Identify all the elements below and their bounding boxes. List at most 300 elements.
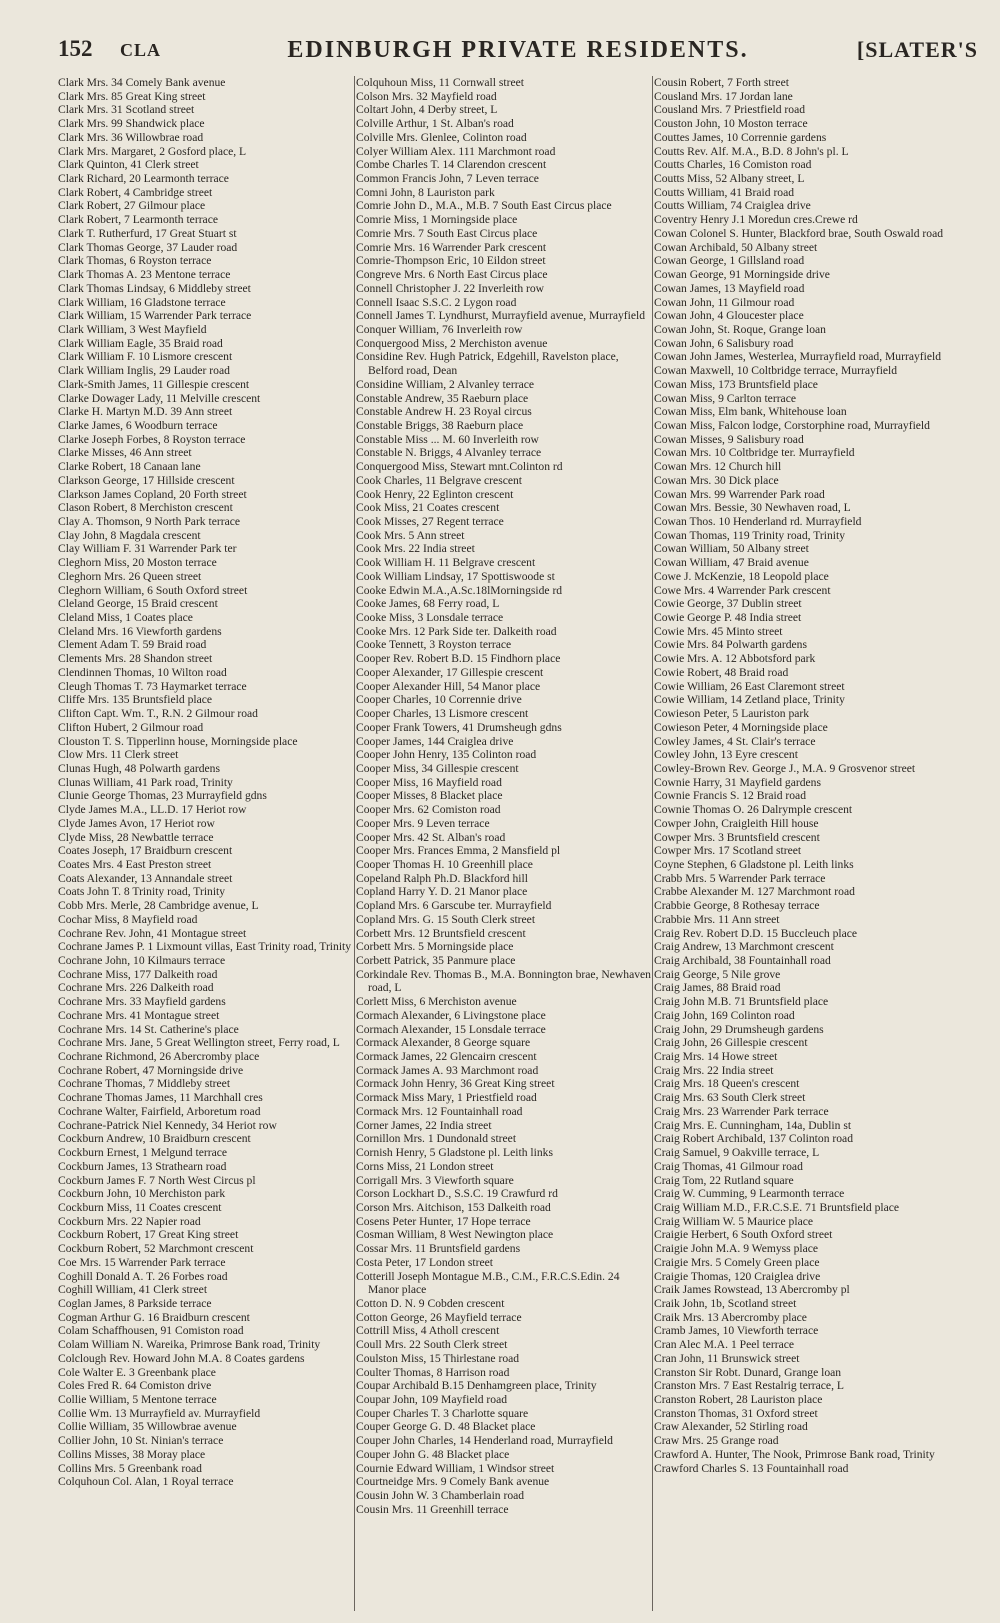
directory-entry: Coutts Rev. Alf. M.A., B.D. 8 John's pl. L (654, 144, 849, 158)
directory-entry: Cowie Mrs. A. 12 Abbotsford park (654, 652, 816, 666)
directory-entry: Cogman Arthur G. 16 Braidburn crescent (58, 1310, 250, 1324)
directory-entry: Crawford Charles S. 13 Fountainhall road (654, 1461, 849, 1475)
directory-entry: Cockburn Miss, 11 Coates crescent (58, 1200, 222, 1214)
directory-entry: Cook William H. 11 Belgrave crescent (356, 556, 536, 570)
directory-entry: Coyne Stephen, 6 Gladstone pl. Leith links (654, 857, 854, 871)
directory-entry: Coutts William, 41 Braid road (654, 185, 795, 199)
directory-entry: Clunie George Thomas, 23 Murrayfield gdns (58, 789, 267, 803)
directory-entry: Cleghorn Mrs. 26 Queen street (58, 569, 202, 583)
directory-entry: Cooke James, 68 Ferry road, L (356, 597, 500, 611)
directory-entry: Cownie Harry, 31 Mayfield gardens (654, 775, 821, 789)
directory-entry: Cochrane John, 10 Kilmaurs terrace (58, 954, 226, 967)
directory-entry: Cochrane Thomas, 7 Middleby street (58, 1077, 231, 1091)
directory-entry: Cosman William, 8 West Newington place (356, 1228, 554, 1242)
directory-entry: Connell Isaac S.S.C. 2 Lygon road (356, 295, 517, 309)
directory-entry: Clement Adam T. 59 Braid road (58, 638, 207, 652)
directory-entry: Clark Mrs. 85 Great King street (58, 89, 206, 103)
directory-entry: Cliffe Mrs. 135 Bruntsfield place (58, 693, 213, 707)
directory-entry: Cowie Mrs. 45 Minto street (654, 624, 783, 638)
directory-entry: Craig Samuel, 9 Oakville terrace, L (654, 1146, 820, 1160)
directory-entry: Cowe J. McKenzie, 18 Leopold place (654, 569, 829, 583)
directory-entry: Cockburn James, 13 Strathearn road (58, 1159, 227, 1173)
directory-entry: Comrie Mrs. 7 South East Circus place (356, 226, 538, 240)
directory-entry: Clark Thomas, 6 Royston terrace (58, 254, 212, 268)
directory-entry: Clark William, 16 Gladstone terrace (58, 295, 226, 309)
directory-entry: Coe Mrs. 15 Warrender Park terrace (58, 1255, 226, 1269)
directory-entry: Clark Thomas Lindsay, 6 Middleby street (58, 281, 251, 295)
directory-entry: Cook Mrs. 22 India street (356, 542, 475, 556)
directory-entry: Coates Mrs. 4 East Preston street (58, 857, 212, 871)
directory-entry: Craig Tom, 22 Rutland square (654, 1173, 794, 1187)
directory-entry: Clarkson George, 17 Hillside crescent (58, 473, 235, 487)
directory-entry: Craig Mrs. 18 Queen's crescent (654, 1077, 800, 1091)
directory-entry: Congreve Mrs. 6 North East Circus place (356, 268, 548, 282)
directory-entry: Clark William Inglis, 29 Lauder road (58, 364, 230, 378)
directory-entry: Clark Richard, 20 Learmonth terrace (58, 172, 229, 186)
directory-entry: Coulter Thomas, 8 Harrison road (356, 1365, 510, 1379)
directory-entry: Craig George, 5 Nile grove (654, 967, 781, 981)
directory-entry: Clark Mrs. 36 Willowbrae road (58, 130, 204, 144)
directory-entry: Craik John, 1b, Scotland street (654, 1296, 797, 1310)
directory-entry: Cranston Robert, 28 Lauriston place (654, 1393, 823, 1406)
publisher-name: [SLATER'S (856, 37, 978, 62)
directory-entry: Craik James Rowstead, 13 Abercromby pl (654, 1283, 850, 1297)
directory-entry: Cormack James A. 93 Marchmont road (356, 1063, 539, 1077)
directory-entry: Cochrane Walter, Fairfield, Arboretum road (58, 1104, 261, 1118)
directory-entry: Clow Mrs. 11 Clerk street (58, 748, 179, 762)
directory-entry: Clunas Hugh, 48 Polwarth gardens (58, 761, 220, 775)
directory-entry: Cowan Mrs. 30 Dick place (654, 473, 779, 487)
directory-entry: Cowper John, Craigleith Hill house (654, 816, 819, 830)
directory-entry: Coates Joseph, 17 Braidburn crescent (58, 844, 233, 858)
directory-entry: Clyde James M.A., LL.D. 17 Heriot row (58, 803, 247, 817)
directory-entry: Cowan George, 1 Gillsland road (654, 254, 805, 268)
directory-entry: Clark Mrs. Margaret, 2 Gosford place, L (58, 144, 247, 158)
directory-entry: Cooper Rev. Robert B.D. 15 Findhorn place (356, 652, 561, 666)
directory-entry: Craig John, 29 Drumsheugh gardens (654, 1022, 824, 1036)
directory-entry: Cowley James, 4 St. Clair's terrace (654, 734, 816, 748)
directory-entry: Clark William Eagle, 35 Braid road (58, 336, 223, 350)
directory-entry: Cooper Frank Towers, 41 Drumsheugh gdns (356, 720, 562, 734)
directory-entry: Clendinnen Thomas, 10 Wilton road (58, 665, 227, 679)
directory-entry: Cossar Mrs. 11 Bruntsfield gardens (356, 1242, 521, 1256)
directory-entry: Copland Mrs. G. 15 South Clerk street (356, 912, 536, 926)
directory-entry: Cowan Colonel S. Hunter, Blackford brae, South Oswald road (654, 226, 944, 240)
directory-entry: Coats John T. 8 Trinity road, Trinity (58, 885, 226, 899)
directory-entry: Clason Robert, 8 Merchiston crescent (58, 501, 233, 515)
directory-entry: Cowan John, 6 Salisbury road (654, 336, 794, 350)
directory-entry: Connell Christopher J. 22 Inverleith row (356, 281, 545, 295)
directory-entry: Clark Mrs. 99 Shandwick place (58, 117, 205, 131)
directory-entry: Cole Walter E. 3 Greenbank place (58, 1365, 216, 1379)
directory-entry: Craig John M.B. 71 Bruntsfield place (654, 995, 829, 1009)
directory-entry: Colam William N. Wareika, Primrose Bank road, Trinity (58, 1338, 321, 1352)
directory-entry: Corlett Miss, 6 Merchiston avenue (356, 995, 517, 1009)
directory-entry: Coltart John, 4 Derby street, L (356, 103, 498, 117)
directory-entry: Cowan Thos. 10 Henderland rd. Murrayfield (654, 515, 862, 528)
directory-entry: Clunas William, 41 Park road, Trinity (58, 775, 233, 789)
directory-entry: Clarke Robert, 18 Canaan lane (58, 460, 201, 474)
directory-entry: Conquergood Miss, 2 Merchiston avenue (356, 336, 548, 350)
directory-entry: Corson Lockhart D., S.S.C. 19 Crawfurd rd (356, 1187, 558, 1201)
directory-entry: Cochrane James P. 1 Lixmount villas, East Trinity road, Trinity (58, 940, 352, 954)
directory-entry: Cooper Miss, 34 Gillespie crescent (356, 761, 519, 775)
directory-entry: Cowan John, 11 Gilmour road (654, 295, 795, 309)
directory-entry: Cowan Mrs. 10 Coltbridge ter. Murrayfield (654, 446, 855, 460)
directory-entry: Cooper Mrs. Frances Emma, 2 Mansfield pl (356, 844, 561, 858)
column-divider (652, 76, 653, 1611)
directory-entry: Copland Mrs. 6 Garscube ter. Murrayfield (356, 899, 552, 913)
directory-entry: Craig Robert Archibald, 137 Colinton road (654, 1132, 853, 1146)
directory-entry: Cook Miss, 21 Coates crescent (356, 501, 500, 515)
directory-entry: Colquhoun Col. Alan, 1 Royal terrace (58, 1475, 234, 1489)
directory-entry: Cochrane Mrs. 226 Dalkeith road (58, 981, 214, 995)
directory-entry: Coupar John, 109 Mayfield road (356, 1393, 508, 1406)
directory-entry: Craig Mrs. 23 Warrender Park terrace (654, 1104, 829, 1118)
directory-entry: Cowie Mrs. 84 Polwarth gardens (654, 638, 807, 652)
directory-entry: Cowan William, 47 Braid avenue (654, 556, 809, 570)
directory-entry: Coull Mrs. 22 South Clerk street (356, 1338, 508, 1352)
directory-entry: Clarke Misses, 46 Ann street (58, 446, 192, 460)
directory-entry: Clyde James Avon, 17 Heriot row (58, 816, 215, 830)
directory-entry: Clark Robert, 27 Gilmour place (58, 199, 206, 213)
directory-entry: Crawford A. Hunter, The Nook, Primrose Bank road, Trinity (654, 1447, 935, 1461)
column-3 (654, 76, 950, 1475)
directory-entry: Craig John, 26 Gillespie crescent (654, 1036, 808, 1050)
directory-entry: Cormack John Henry, 36 Great King street (356, 1077, 555, 1091)
directory-entry: Couper John Charles, 14 Henderland road, Murrayfield (356, 1434, 613, 1448)
directory-entry: Couston John, 10 Moston terrace (654, 117, 808, 131)
directory-entry: Cleland Mrs. 16 Viewforth gardens (58, 624, 222, 638)
directory-entry: Clark Mrs. 31 Scotland street (58, 103, 195, 117)
directory-entry: Cowan Miss, Elm bank, Whitehouse loan (654, 405, 847, 419)
directory-entry: Cowan James, 13 Mayfield road (654, 281, 805, 295)
directory-entry: Clark Robert, 4 Cambridge street (58, 185, 213, 199)
directory-entry: Cockburn James F. 7 North West Circus pl (58, 1173, 256, 1187)
directory-entry: Cousin John W. 3 Chamberlain road (356, 1489, 525, 1503)
directory-entry: Clark Mrs. 34 Comely Bank avenue (58, 76, 226, 89)
directory-entry: Collins Mrs. 5 Greenbank road (58, 1461, 202, 1475)
directory-entry: Couttes James, 10 Corrennie gardens (654, 130, 827, 144)
directory-entry: Colville Arthur, 1 St. Alban's road (356, 117, 514, 131)
directory-entry: Cochrane Mrs. 41 Montague street (58, 1008, 220, 1022)
directory-entry: Cooper Mrs. 62 Comiston road (356, 803, 501, 817)
column-2 (356, 76, 652, 1516)
directory-entry: Clay John, 8 Magdala crescent (58, 528, 201, 542)
directory-entry: Cooke Miss, 3 Lonsdale terrace (356, 611, 504, 625)
directory-entry: Cowan John, 4 Gloucester place (654, 309, 804, 323)
directory-entry: Cramb James, 10 Viewforth terrace (654, 1324, 819, 1338)
directory-entry: Cowan William, 50 Albany street (654, 542, 809, 556)
directory-entry: Corson Mrs. Aitchison, 153 Dalkeith road (356, 1200, 551, 1214)
directory-entry: Cotton George, 26 Mayfield terrace (356, 1310, 522, 1324)
directory-entry: Corner James, 22 India street (356, 1118, 492, 1132)
directory-entry: Coutts William, 74 Craiglea drive (654, 199, 811, 213)
directory-entry: Cobb Mrs. Merle, 28 Cambridge avenue, L (58, 899, 259, 913)
directory-entry: Conquergood Miss, Stewart mnt.Colinton rd (356, 460, 563, 474)
directory-entry: Costa Peter, 17 London street (356, 1255, 494, 1269)
directory-entry: Cowie George, 37 Dublin street (654, 597, 802, 611)
directory-entry: Clark Quinton, 41 Clerk street (58, 158, 199, 172)
directory-entry: Craig William M.D., F.R.C.S.E. 71 Bruntsfield place (654, 1200, 900, 1214)
directory-entry: Clements Mrs. 28 Shandon street (58, 652, 213, 666)
directory-entry: Cowan Misses, 9 Salisbury road (654, 432, 804, 446)
directory-entry: Cooper Mrs. 42 St. Alban's road (356, 830, 506, 844)
directory-entry: Cormack James, 22 Glencairn crescent (356, 1050, 537, 1064)
directory-entry: Craig Thomas, 41 Gilmour road (654, 1159, 803, 1173)
column-divider (354, 76, 355, 1611)
directory-entry: Cook Misses, 27 Regent terrace (356, 515, 504, 528)
directory-entry: Clouston T. S. Tipperlinn house, Morningside place (58, 734, 298, 748)
directory-entry: Cownie Francis S. 12 Braid road (654, 789, 806, 803)
directory-entry: Clyde Miss, 28 Newbattle terrace (58, 830, 214, 844)
directory-entry: Craig Rev. Robert D.D. 15 Buccleuch place (654, 926, 858, 940)
directory-entry: Cochrane Mrs. 33 Mayfield gardens (58, 995, 226, 1009)
directory-entry: Cornish Henry, 5 Gladstone pl. Leith links (356, 1146, 553, 1160)
directory-entry: Craigie Mrs. 5 Comely Green place (654, 1255, 820, 1269)
directory-entry: Collie William, 35 Willowbrae avenue (58, 1420, 237, 1434)
page-header (58, 36, 978, 70)
directory-entry: Cowan George, 91 Morningside drive (654, 268, 830, 282)
directory-entry: Cormack Mrs. 12 Fountainhall road (356, 1104, 523, 1118)
directory-entry: Cooper Mrs. 9 Leven terrace (356, 816, 490, 830)
directory-entry: Cochrane Miss, 177 Dalkeith road (58, 967, 218, 981)
directory-entry: Craw Mrs. 25 Grange road (654, 1434, 779, 1448)
directory-entry: Cleugh Thomas T. 73 Haymarket terrace (58, 679, 247, 693)
directory-entry: Collins Misses, 38 Moray place (58, 1447, 206, 1461)
directory-entry: Cowan Mrs. Bessie, 30 Newhaven road, L (654, 501, 851, 515)
directory-entry: Cowper Mrs. 3 Bruntsfield crescent (654, 830, 820, 844)
directory-entry: Considine Rev. Hugh Patrick, Edgehill, Ravelston place, Belford road, Dean (356, 350, 619, 378)
directory-entry: Crabbe Alexander M. 127 Marchmont road (654, 885, 855, 899)
directory-entry: Cowie William, 14 Zetland place, Trinity (654, 693, 845, 707)
directory-entry: Copland Harry Y. D. 21 Manor place (356, 885, 528, 899)
directory-entry: Clark William, 15 Warrender Park terrace (58, 309, 252, 323)
directory-entry: Crabbie Mrs. 11 Ann street (654, 912, 780, 926)
directory-entry: Craig Mrs. 63 South Clerk street (654, 1091, 806, 1105)
page-title: EDINBURGH PRIVATE RESIDENTS. (287, 37, 749, 63)
directory-entry: Crabb Mrs. 5 Warrender Park terrace (654, 871, 826, 885)
section-letters: CLA (120, 40, 162, 60)
directory-entry: Clifton Hubert, 2 Gilmour road (58, 720, 204, 734)
directory-entry: Cooke Edwin M.A.,A.Sc.18lMorningside rd (356, 583, 563, 597)
directory-entry: Cowieson Peter, 4 Morningside place (654, 720, 828, 734)
directory-entry: Cranston Thomas, 31 Oxford street (654, 1406, 818, 1420)
directory-entry: Connell James T. Lyndhurst, Murrayfield avenue, Murrayfield (356, 309, 646, 323)
directory-entry: Comrie John D., M.A., M.B. 7 South East Circus place (356, 199, 612, 213)
directory-entry: Craigie Thomas, 120 Craiglea drive (654, 1269, 821, 1283)
directory-entry: Clay William F. 31 Warrender Park ter (58, 542, 237, 556)
directory-entry: Coulston Miss, 15 Thirlestane road (356, 1351, 520, 1365)
directory-entry: Corbett Mrs. 5 Morningside place (356, 940, 514, 954)
directory-entry: Cleland George, 15 Braid crescent (58, 597, 218, 611)
directory-entry: Craig William W. 5 Maurice place (654, 1214, 814, 1228)
directory-entry: Coles Fred R. 64 Comiston drive (58, 1379, 212, 1393)
directory-entry: Craig Andrew, 13 Marchmont crescent (654, 940, 834, 954)
directory-entry: Cowan Miss, Falcon lodge, Corstorphine road, Murrayfield (654, 418, 930, 432)
directory-entry: Craig Mrs. 22 India street (654, 1063, 774, 1077)
directory-entry: Colam Schaffhousen, 91 Comiston road (58, 1324, 244, 1338)
directory-entry: Constable Briggs, 38 Raeburn place (356, 418, 524, 432)
directory-entry: Cochrane Richmond, 26 Abercromby place (58, 1050, 260, 1064)
directory-entry: Cowley John, 13 Eyre crescent (654, 748, 798, 762)
directory-entry: Cockburn Ernest, 1 Melgund terrace (58, 1146, 228, 1160)
directory-entry: Cleland Miss, 1 Coates place (58, 611, 193, 625)
directory-entry: Cockburn Robert, 17 Great King street (58, 1228, 239, 1242)
directory-entry: Conquer William, 76 Inverleith row (356, 322, 523, 336)
directory-entry: Couper George G. D. 48 Blacket place (356, 1420, 536, 1434)
directory-entry: Clark Robert, 7 Learmonth terrace (58, 213, 218, 227)
directory-entry: Coupar Archibald B.15 Denhamgreen place, Trinity (356, 1379, 597, 1393)
directory-entry: Collie Wm. 13 Murrayfield av. Murrayfield (58, 1406, 261, 1420)
directory-entry: Cowe Mrs. 4 Warrender Park crescent (654, 583, 831, 597)
directory-entry: Cook Charles, 11 Belgrave crescent (356, 473, 523, 487)
directory-entry: Cowan Maxwell, 10 Coltbridge terrace, Murrayfield (654, 364, 898, 378)
directory-entry: Cotton D. N. 9 Cobden crescent (356, 1296, 505, 1310)
directory-entry: Corns Miss, 21 London street (356, 1159, 494, 1173)
page-number: 152 (58, 36, 93, 61)
directory-entry: Cournie Edward William, 1 Windsor street (356, 1461, 555, 1475)
directory-entry: Coats Alexander, 13 Annandale street (58, 871, 233, 885)
directory-entry: Cormach Alexander, 6 Livingstone place (356, 1008, 546, 1022)
directory-entry: Cooper Alexander, 17 Gillespie crescent (356, 665, 544, 679)
directory-entry: Colson Mrs. 32 Mayfield road (356, 89, 497, 103)
directory-entry: Cotterill Joseph Montague M.B., C.M., F.R.C.S.Edin. 24 Manor place (356, 1269, 620, 1297)
directory-entry: Cowan John, St. Roque, Grange loan (654, 322, 826, 336)
directory-entry: Clark-Smith James, 11 Gillespie crescent (58, 377, 250, 391)
directory-entry: Constable Miss ... M. 60 Inverleith row (356, 432, 539, 446)
directory-entry: Cormach Alexander, 15 Lonsdale terrace (356, 1022, 546, 1036)
directory-entry: Colquhoun Miss, 11 Cornwall street (356, 76, 524, 89)
directory-entry: Clark William F. 10 Lismore crescent (58, 350, 233, 364)
directory-entry: Comni John, 8 Lauriston park (356, 185, 495, 199)
directory-entry: Cowie Robert, 48 Braid road (654, 665, 789, 679)
directory-entry: Clarke Dowager Lady, 11 Melville crescent (58, 391, 261, 405)
directory-entry: Craig Mrs. E. Cunningham, 14a, Dublin st (654, 1118, 852, 1132)
directory-entry: Cleghorn Miss, 20 Moston terrace (58, 556, 217, 570)
directory-entry: Cockburn John, 10 Merchiston park (58, 1187, 226, 1201)
directory-entry: Cowan Miss, 173 Bruntsfield place (654, 377, 818, 391)
directory-entry: Coghill Donald A. T. 26 Forbes road (58, 1269, 228, 1283)
directory-entry: Cochrane Thomas James, 11 Marchhall cres (58, 1091, 263, 1105)
directory-entry: Cowan Miss, 9 Carlton terrace (654, 391, 796, 405)
directory-entry: Cownie Thomas O. 26 Dalrymple crescent (654, 803, 853, 817)
directory-entry: Cooper Alexander Hill, 54 Manor place (356, 679, 541, 693)
directory-entry: Cook Mrs. 5 Ann street (356, 528, 465, 542)
directory-entry: Cottrill Miss, 4 Atholl crescent (356, 1324, 500, 1338)
directory-entry: Cousland Mrs. 7 Priestfield road (654, 103, 806, 117)
directory-entry: Colclough Rev. Howard John M.A. 8 Coates gardens (58, 1351, 305, 1365)
directory-entry: Coghill William, 41 Clerk street (58, 1283, 208, 1297)
directory-entry: Cousin Robert, 7 Forth street (654, 76, 789, 89)
directory-entry: Clarkson James Copland, 20 Forth street (58, 487, 247, 501)
directory-entry: Cooke Mrs. 12 Park Side ter. Dalkeith road (356, 624, 557, 638)
directory-entry: Cochrane Robert, 47 Morningside drive (58, 1063, 244, 1077)
directory-entry: Craig Mrs. 14 Howe street (654, 1050, 778, 1064)
directory-entry: Cowper Mrs. 17 Scotland street (654, 844, 802, 858)
directory-entry: Cowie George P. 48 India street (654, 611, 802, 625)
directory-entry: Corkindale Rev. Thomas B., M.A. Bonnington brae, Newhaven road, L (356, 967, 651, 995)
directory-entry: Clifton Capt. Wm. T., R.N. 2 Gilmour road (58, 707, 258, 721)
directory-entry: Coutts Miss, 52 Albany street, L (654, 172, 805, 186)
directory-entry: Copeland Ralph Ph.D. Blackford hill (356, 871, 528, 885)
directory-entry: Cochrane-Patrick Niel Kennedy, 34 Heriot row (58, 1118, 277, 1132)
directory-entry: Clay A. Thomson, 9 North Park terrace (58, 515, 241, 528)
directory-entry: Cousin Mrs. 11 Greenhill terrace (356, 1502, 509, 1516)
directory-entry: Cooper Miss, 16 Mayfield road (356, 775, 502, 789)
directory-entry: Cochar Miss, 8 Mayfield road (58, 912, 198, 926)
directory-entry: Constable Andrew H. 23 Royal circus (356, 405, 532, 419)
directory-entry: Clark T. Rutherfurd, 17 Great Stuart st (58, 226, 237, 240)
directory-columns (58, 76, 978, 1616)
directory-entry: Couper Charles T. 3 Charlotte square (356, 1406, 529, 1420)
directory-entry: Cook Henry, 22 Eglinton crescent (356, 487, 514, 501)
directory-entry: Corbett Mrs. 12 Bruntsfield crescent (356, 926, 526, 940)
directory-entry: Cook William Lindsay, 17 Spottiswoode st (356, 569, 555, 583)
directory-entry: Cooper Charles, 13 Lismore crescent (356, 707, 529, 721)
directory-entry: Couper John G. 48 Blacket place (356, 1447, 510, 1461)
directory-entry: Considine William, 2 Alvanley terrace (356, 377, 535, 391)
directory-entry: Craik Mrs. 13 Abercromby place (654, 1310, 807, 1324)
directory-entry: Colyer William Alex. 111 Marchmont road (356, 144, 556, 158)
directory-entry: Cranston Mrs. 7 East Restalrig terrace, L (654, 1379, 844, 1393)
directory-entry: Cooper Misses, 8 Blacket place (356, 789, 503, 803)
directory-entry: Collie William, 5 Mentone terrace (58, 1393, 217, 1406)
directory-entry: Comrie Miss, 1 Morningside place (356, 213, 518, 227)
directory-entry: Combe Charles T. 14 Clarendon crescent (356, 158, 547, 172)
directory-entry: Coventry Henry J.1 Moredun cres.Crewe rd (654, 213, 858, 227)
directory-entry: Corrigall Mrs. 3 Viewforth square (356, 1173, 514, 1187)
directory-entry: Collier John, 10 St. Ninian's terrace (58, 1434, 224, 1448)
directory-entry: Cochrane Mrs. 14 St. Catherine's place (58, 1022, 239, 1036)
directory-entry: Cockburn Mrs. 22 Napier road (58, 1214, 201, 1228)
directory-entry: Constable Andrew, 35 Raeburn place (356, 391, 529, 405)
directory-entry: Cleghorn William, 6 South Oxford street (58, 583, 248, 597)
directory-entry: Clarke H. Martyn M.D. 39 Ann street (58, 405, 233, 419)
directory-entry: Common Francis John, 7 Leven terrace (356, 172, 539, 186)
directory-entry: Craw Alexander, 52 Stirling road (654, 1420, 808, 1434)
directory-entry: Cowan Archibald, 50 Albany street (654, 240, 818, 254)
directory-entry: Cooper Thomas H. 10 Greenhill place (356, 857, 533, 871)
directory-entry: Corbett Patrick, 35 Panmure place (356, 954, 516, 967)
directory-entry: Comrie Mrs. 16 Warrender Park crescent (356, 240, 547, 254)
directory-entry: Craig James, 88 Braid road (654, 981, 781, 995)
directory-entry: Cowan Mrs. 99 Warrender Park road (654, 487, 825, 501)
directory-entry: Cornillon Mrs. 1 Dundonald street (356, 1132, 517, 1146)
directory-entry: Cowie William, 26 East Claremont street (654, 679, 845, 693)
directory-entry: Cousland Mrs. 17 Jordan lane (654, 89, 793, 103)
directory-entry: Cooper John Henry, 135 Colinton road (356, 748, 537, 762)
directory-entry: Craigie Herbert, 6 South Oxford street (654, 1228, 833, 1242)
directory-entry: Cowley-Brown Rev. George J., M.A. 9 Grosvenor street (654, 761, 916, 775)
directory-entry: Cowan Thomas, 119 Trinity road, Trinity (654, 528, 846, 542)
directory-entry: Cormack Miss Mary, 1 Priestfield road (356, 1091, 537, 1105)
directory-entry: Cowan John James, Westerlea, Murrayfield road, Murrayfield (654, 350, 942, 364)
directory-entry: Cooper James, 144 Craiglea drive (356, 734, 514, 748)
directory-entry: Clark William, 3 West Mayfield (58, 322, 207, 336)
directory-entry: Cockburn Robert, 52 Marchmont crescent (58, 1242, 254, 1256)
directory-entry: Craig W. Cumming, 9 Learmonth terrace (654, 1187, 845, 1201)
directory-entry: Craig Archibald, 38 Fountainhall road (654, 954, 831, 967)
directory-entry: Craig John, 169 Colinton road (654, 1008, 795, 1022)
directory-entry: Cran John, 11 Brunswick street (654, 1351, 800, 1365)
directory-entry: Courtneidge Mrs. 9 Comely Bank avenue (356, 1475, 550, 1489)
directory-entry: Cowieson Peter, 5 Lauriston park (654, 707, 810, 721)
directory-entry: Cowan Mrs. 12 Church hill (654, 460, 782, 474)
directory-entry: Coglan James, 8 Parkside terrace (58, 1296, 212, 1310)
directory-entry: Constable N. Briggs, 4 Alvanley terrace (356, 446, 542, 460)
directory-entry: Clarke Joseph Forbes, 8 Royston terrace (58, 432, 246, 446)
